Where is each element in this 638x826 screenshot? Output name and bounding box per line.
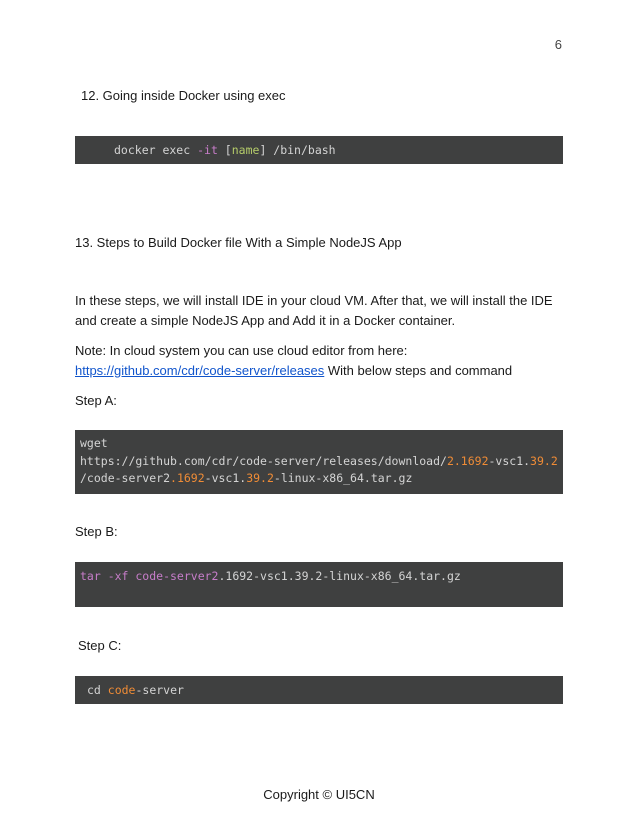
page-footer: Copyright © UI5CN [263,787,375,802]
section-12-heading: 12. Going inside Docker using exec [81,88,286,103]
code-token: .1692 [170,471,205,485]
code-token: https://github.com/cdr/code-server/releases/download/ [80,453,447,468]
wget-code-block[interactable] [75,430,563,494]
cd-code-block[interactable] [75,676,563,704]
code-token: -it [197,143,218,157]
code-token: cd [87,683,108,697]
code-token: name [231,143,260,157]
code-token: code [107,683,136,697]
step-a-label: Step A: [75,393,117,408]
code-token: 2.1692 [446,453,489,468]
code-token: 39.2 [530,453,558,468]
code-token: -vsc1. [204,471,247,485]
note-text-suffix: With below steps and command [324,363,513,378]
code-token: tar -xf code-server2 [80,569,219,583]
code-token: 39.2 [246,471,274,485]
code-server-releases-link[interactable]: https://github.com/cdr/code-server/releases [75,363,325,378]
code-token: -vsc1. [488,453,531,468]
code-token: [ [217,143,232,157]
note-text: Note: In cloud system you can use cloud editor from here: [75,343,408,358]
code-token: wget [80,436,108,450]
code-token: .1692-vsc1.39.2-linux-x86_64.tar.gz [218,569,461,583]
note-paragraph [75,341,570,381]
docker-exec-code-block[interactable] [75,136,563,164]
step-c-label: Step C: [78,638,122,653]
code-token: -server [135,683,184,697]
code-token: /code-server2 [80,471,171,485]
intro-paragraph: In these steps, we will install IDE in your cloud VM. After that, we will install the IDE and create a simple NodeJS App and Add it in a Docker container. [75,293,553,328]
step-b-label: Step B: [75,524,118,539]
code-token: docker exec [114,143,198,157]
section-13-heading: 13. Steps to Build Docker file With a Simple NodeJS App [75,235,402,250]
page-number: 6 [554,37,562,52]
code-token: -linux-x86_64.tar.gz [273,471,413,485]
tar-code-block[interactable] [75,562,563,607]
code-token: ] /bin/bash [259,143,336,157]
